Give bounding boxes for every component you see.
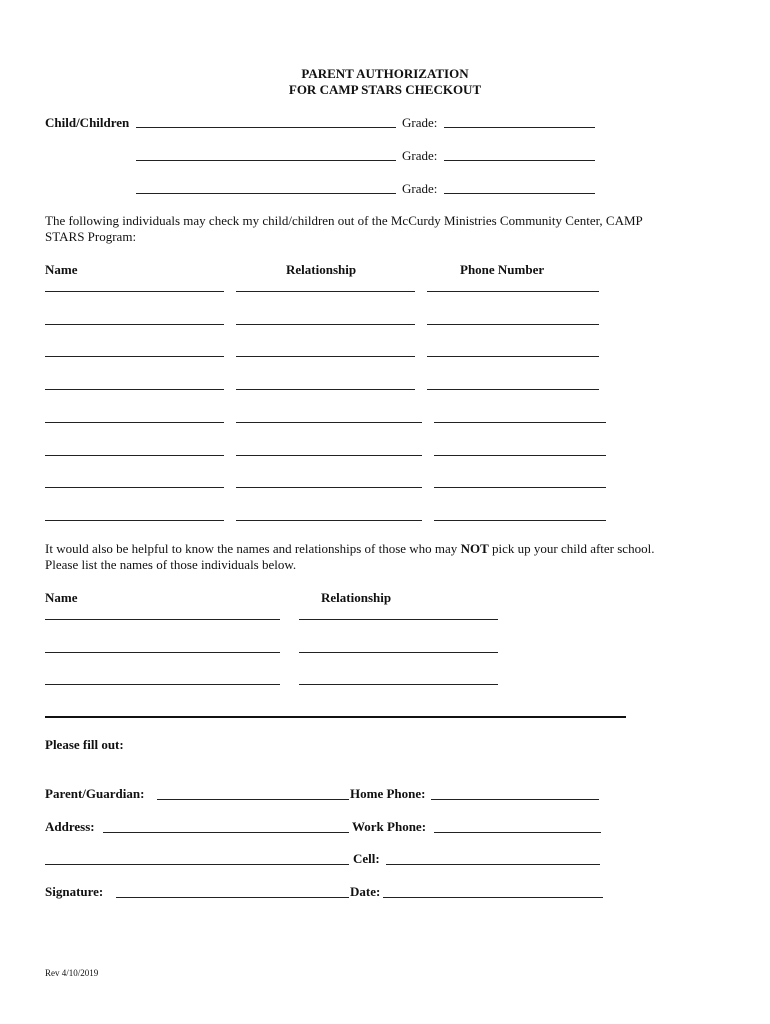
grade-field-2[interactable]	[444, 160, 595, 161]
authorized-relationship-field[interactable]	[236, 291, 415, 292]
authorized-relationship-field[interactable]	[236, 356, 415, 357]
grade-label-3: Grade:	[402, 181, 438, 196]
not-relationship-field[interactable]	[299, 652, 498, 653]
authorized-phone-field[interactable]	[434, 520, 606, 521]
authorized-phone-header: Phone Number	[460, 262, 545, 277]
authorized-name-field[interactable]	[45, 455, 224, 456]
home-phone-label: Home Phone:	[350, 786, 426, 801]
date-field[interactable]	[383, 897, 603, 898]
date-label: Date:	[350, 884, 381, 899]
not-relationship-field[interactable]	[299, 684, 498, 685]
not-name-header: Name	[45, 590, 78, 605]
authorized-name-field[interactable]	[45, 324, 224, 325]
section-divider	[45, 716, 626, 718]
intro-text-line1: The following individuals may check my child/children out of the McCurdy Ministries Community Center, CAMP	[45, 213, 643, 228]
grade-field-3[interactable]	[444, 193, 595, 194]
authorized-phone-field[interactable]	[434, 422, 606, 423]
address-line2-field[interactable]	[45, 864, 349, 865]
not-pickup-text-line2: Please list the names of those individuals below.	[45, 557, 297, 572]
child-name-field-1[interactable]	[136, 127, 396, 128]
authorized-name-header: Name	[45, 262, 78, 277]
work-phone-field[interactable]	[434, 832, 601, 833]
home-phone-field[interactable]	[431, 799, 599, 800]
please-fill-out-heading: Please fill out:	[45, 737, 124, 752]
authorized-name-field[interactable]	[45, 356, 224, 357]
authorized-name-field[interactable]	[45, 487, 224, 488]
grade-label-1: Grade:	[402, 115, 438, 130]
cell-field[interactable]	[386, 864, 600, 865]
authorized-relationship-field[interactable]	[236, 389, 415, 390]
cell-label: Cell:	[353, 851, 380, 866]
grade-label-2: Grade:	[402, 148, 438, 163]
authorized-relationship-field[interactable]	[236, 520, 422, 521]
authorized-phone-field[interactable]	[427, 356, 599, 357]
parent-guardian-label: Parent/Guardian:	[45, 786, 145, 801]
intro-text-line2: STARS Program:	[45, 229, 137, 244]
child-name-field-3[interactable]	[136, 193, 396, 194]
authorized-name-field[interactable]	[45, 291, 224, 292]
address-label: Address:	[45, 819, 95, 834]
authorized-phone-field[interactable]	[434, 487, 606, 488]
authorized-phone-field[interactable]	[427, 291, 599, 292]
authorized-name-field[interactable]	[45, 422, 224, 423]
work-phone-label: Work Phone:	[352, 819, 427, 834]
authorized-name-field[interactable]	[45, 389, 224, 390]
authorized-relationship-field[interactable]	[236, 455, 422, 456]
authorized-relationship-field[interactable]	[236, 422, 422, 423]
parent-guardian-field[interactable]	[157, 799, 349, 800]
authorized-relationship-header: Relationship	[286, 262, 357, 277]
not-pickup-text-line1: It would also be helpful to know the names and relationships of those who may NOT pick up your child after school.	[45, 541, 655, 556]
authorized-phone-field[interactable]	[427, 324, 599, 325]
not-relationship-header: Relationship	[321, 590, 392, 605]
not-name-field[interactable]	[45, 619, 280, 620]
form-title-line1: PARENT AUTHORIZATION	[301, 66, 469, 81]
signature-label: Signature:	[45, 884, 104, 899]
not-name-field[interactable]	[45, 652, 280, 653]
signature-field[interactable]	[116, 897, 349, 898]
authorized-relationship-field[interactable]	[236, 487, 422, 488]
child-children-label: Child/Children	[45, 115, 130, 130]
revision-footer: Rev 4/10/2019	[45, 968, 99, 978]
authorized-name-field[interactable]	[45, 520, 224, 521]
authorized-phone-field[interactable]	[427, 389, 599, 390]
not-relationship-field[interactable]	[299, 619, 498, 620]
not-name-field[interactable]	[45, 684, 280, 685]
form-title-line2: FOR CAMP STARS CHECKOUT	[288, 82, 482, 97]
authorized-relationship-field[interactable]	[236, 324, 415, 325]
authorized-phone-field[interactable]	[434, 455, 606, 456]
grade-field-1[interactable]	[444, 127, 595, 128]
address-field[interactable]	[103, 832, 349, 833]
child-name-field-2[interactable]	[136, 160, 396, 161]
